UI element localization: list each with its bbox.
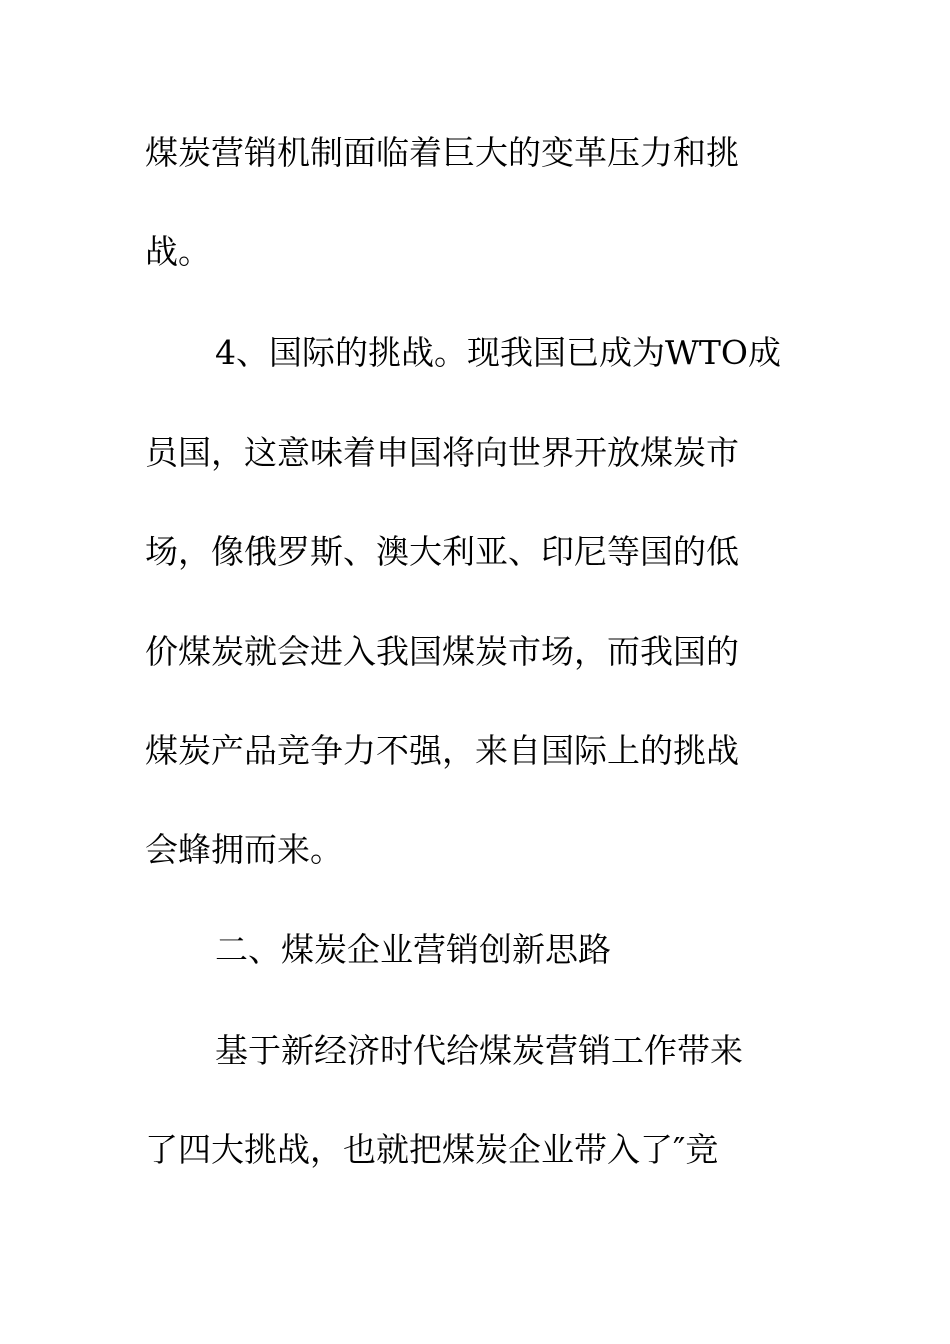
text-line: 员国，这意味着申国将向世界开放煤炭市: [145, 433, 739, 472]
text-line: 价煤炭就会进入我国煤炭市场，而我国的: [145, 632, 739, 671]
text-line: 基于新经济时代给煤炭营销工作带来: [215, 1031, 743, 1070]
text-line: 战。: [145, 232, 211, 271]
text-line: 了四大挑战，也就把煤炭企业带入了″竞: [145, 1130, 719, 1169]
text-line: 4、国际的挑战。现我国已成为WTO成: [215, 333, 781, 372]
text-line: 煤炭营销机制面临着巨大的变革压力和挑: [145, 133, 739, 172]
text-line: 煤炭产品竞争力不强，来自国际上的挑战: [145, 731, 739, 770]
text-line: 会蜂拥而来。: [145, 830, 343, 869]
section-heading: 二、煤炭企业营销创新思路: [215, 930, 611, 969]
text-line: 场，像俄罗斯、澳大利亚、印尼等国的低: [145, 532, 739, 571]
